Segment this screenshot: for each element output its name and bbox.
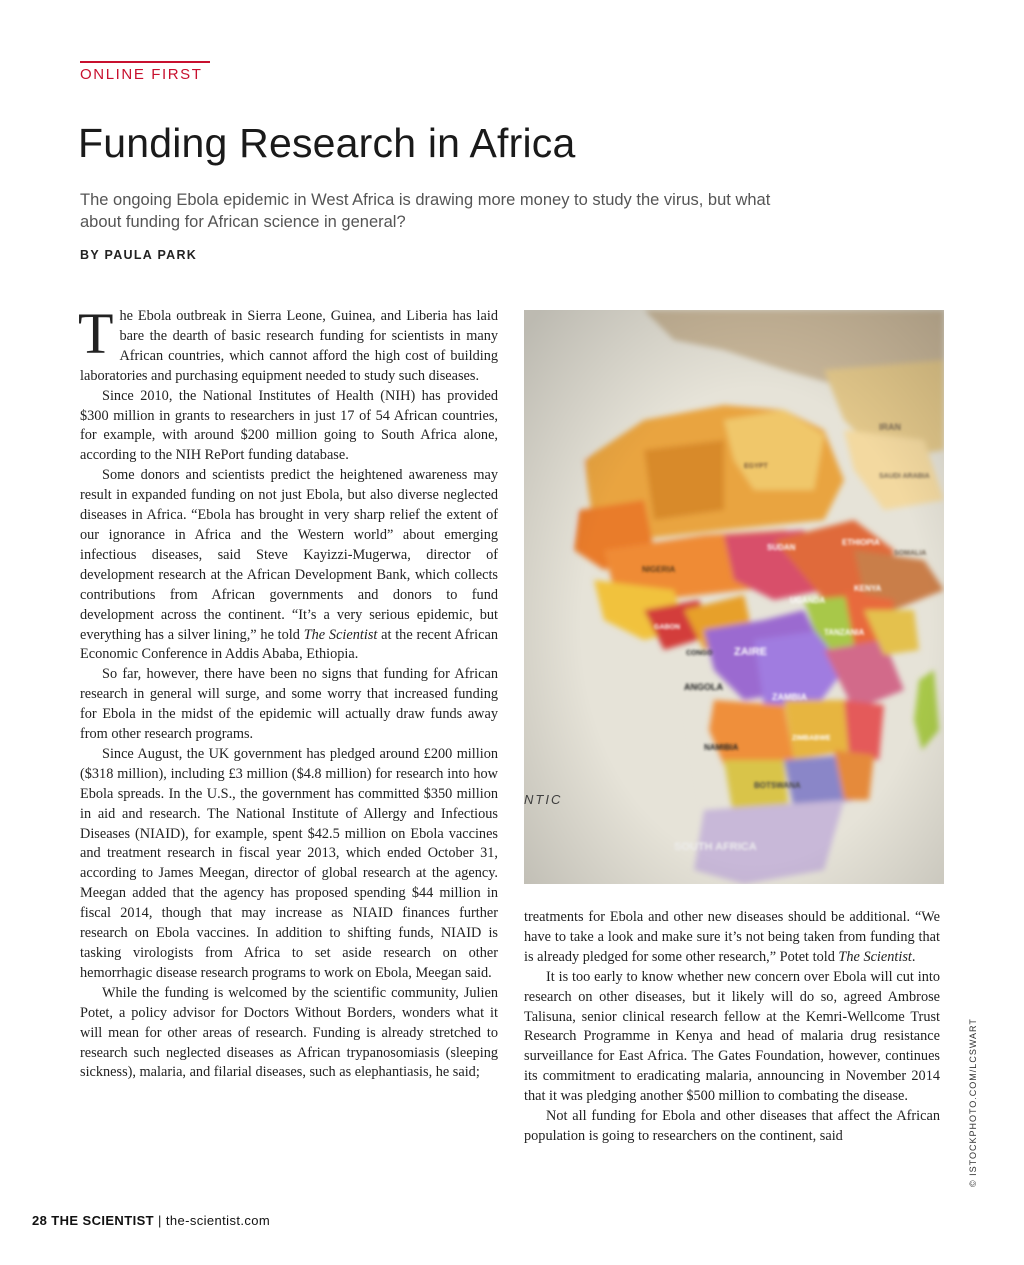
article-column-1 <box>78 301 498 1083</box>
page-number: 28 <box>32 1213 48 1228</box>
paragraph-7: treatments for Ebola and other new diseases should be additional. “We have to take a look and make sure it’s not being taken from funding that is already pledged for some other research,” Potet told The Scientist. <box>524 909 940 965</box>
page-footer <box>32 1213 270 1228</box>
paragraph-1: The Ebola outbreak in Sierra Leone, Guinea, and Liberia has laid bare the dearth of basic research funding for scientists in many African countries, which cannot afford the high cost of building laboratories and purchasing equipment needed to study such diseases. <box>78 301 498 384</box>
article-title: Funding Research in Africa <box>78 120 576 166</box>
article-column-2 <box>524 908 940 1147</box>
paragraph-6: While the funding is welcomed by the scientific community, Julien Potet, a policy advisor for Doctors Without Borders, wonders what it will mean for other areas of research. Funding is already stretched to research such neglected diseases as African trypanosomiasis (sleeping sickness), malaria, and filarial diseases, such as elephantiasis, he said; <box>80 984 498 1081</box>
drop-cap: T <box>78 301 114 366</box>
photo-credit: © ISTOCKPHOTO.COM/LCSWART <box>968 1018 978 1187</box>
section-rule <box>80 61 210 63</box>
paragraph-2: Since 2010, the National Institutes of Health (NIH) has provided $300 million in grants to researchers in just 17 of 54 African countries, for example, with around $200 million going to South Africa alone, according to the NIH RePort funding database. <box>80 387 498 464</box>
article-deck: The ongoing Ebola epidemic in West Africa is drawing more money to study the virus, but what about funding for African science in general? <box>80 191 771 231</box>
paragraph-8: It is too early to know whether new concern over Ebola will cut into research on other diseases, but it likely will do so, agreed Ambrose Talisuna, senior clinical research fellow at the Kemri-Wellcome Trust Research Programme in Kenya and head of malaria drug resistance surveillance for East Africa. The Gates Foundation, however, continues its commitment to eradicating malaria, announcing in November 2014 that it was pledging another $500 million to combating the disease. <box>524 968 940 1105</box>
paragraph-4: So far, however, there have been no signs that funding for African research in general will surge, and some worry that increased funding for Ebola in the midst of the epidemic will actually draw funds away from other research programs. <box>80 666 498 743</box>
magazine-name: THE SCIENTIST <box>51 1213 154 1228</box>
paragraph-5: Since August, the UK government has pledged around £200 million ($318 million), including £3 million ($4.8 million) for research into how Ebola spreads. In the U.S., the government has committed $350 million in aid and research. The National Institute of Allergy and Infectious Diseases (NIAID), for example, spent $42.5 million on Ebola vaccines and treatment research in fiscal year 2013, which ended October 31, according to James Meegan, director of global research at the agency. Meegan added that the agency has proposed spending $44 million in fiscal 2014, though that may increase as NIAID finances further research on Ebola vaccines. In addition to shifting funds, NIAID is tasking virologists from Africa to set aside research on other hemorrhagic disease research programs to work on Ebola, Meegan said. <box>80 745 498 981</box>
paragraph-3: Some donors and scientists predict the heightened awareness may result in expanded funding on not just Ebola, but also diverse neglected diseases in Africa. “Ebola has brought in very sharp relief the extent of our ignorance in Africa and the Western world” about emerging infectious diseases, said Steve Kayizzi-Mugerwa, director of development research at the African Development Bank, which collects contributions from African governments and donors to fund development across the continent. “It’s a very serious epidemic, but everything has a silver lining,” he told The Scientist at the recent African Economic Conference in Addis Ababa, Ethiopia. <box>80 467 498 663</box>
africa-map-photo <box>524 310 944 884</box>
footer-separator: | <box>158 1213 162 1228</box>
section-label: ONLINE FIRST <box>80 66 203 83</box>
paragraph-9: Not all funding for Ebola and other diseases that affect the African population is going to researchers on the continent, said <box>524 1108 940 1144</box>
byline: BY PAULA PARK <box>80 248 198 262</box>
footer-url[interactable]: the-scientist.com <box>165 1213 271 1228</box>
